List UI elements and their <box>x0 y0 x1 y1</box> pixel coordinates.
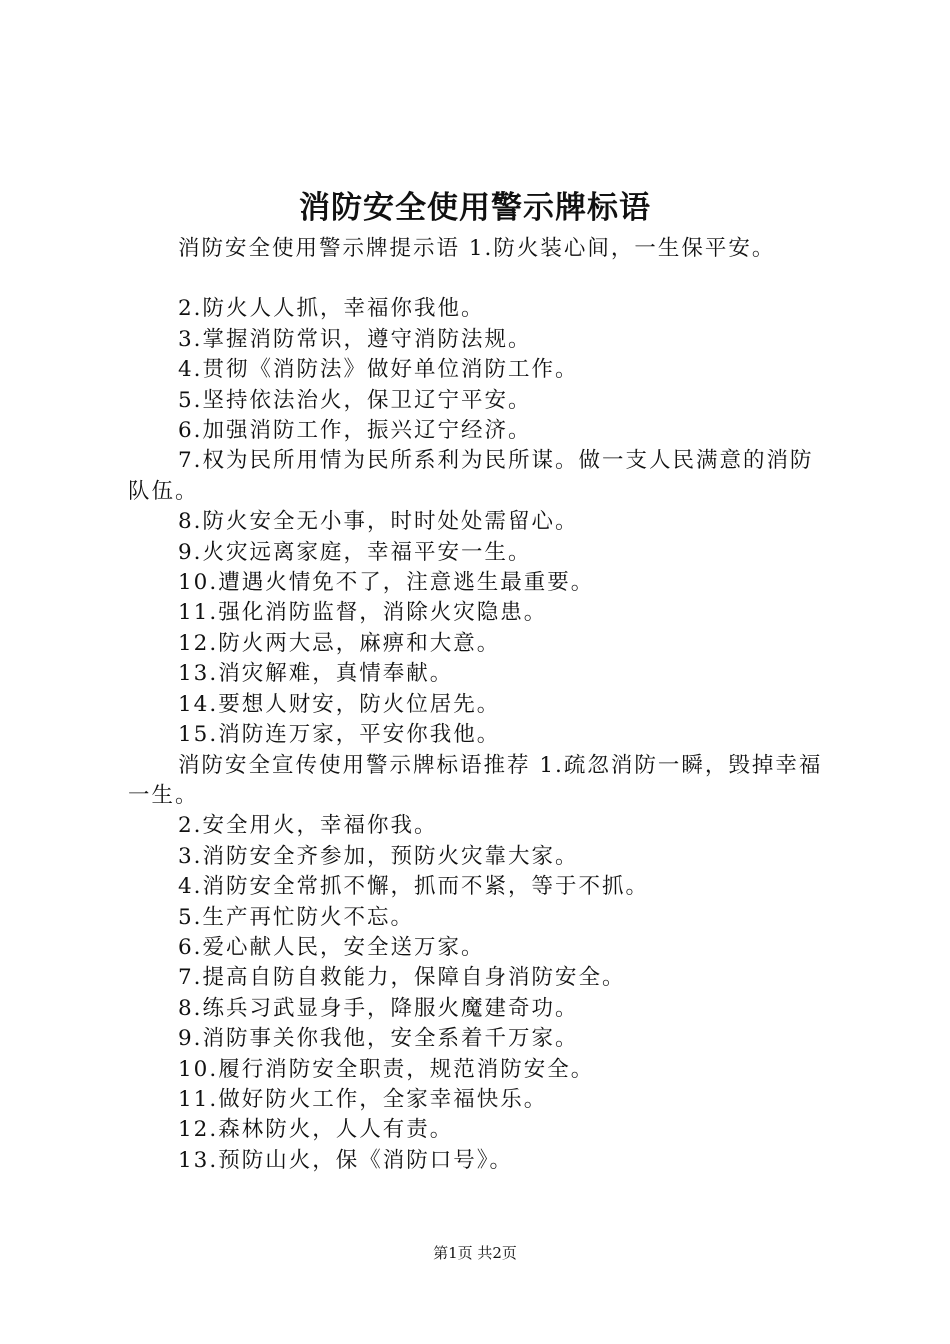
paragraph-gap <box>128 264 833 294</box>
paragraph-line: 4.贯彻《消防法》做好单位消防工作。 <box>178 357 579 383</box>
paragraph-line: 15.消防连万家，平安你我他。 <box>178 722 501 748</box>
paragraph-line: 5.生产再忙防火不忘。 <box>178 904 415 930</box>
paragraph-line: 10.遭遇火情免不了，注意逃生最重要。 <box>178 570 595 596</box>
paragraph-line: 6.爱心献人民，安全送万家。 <box>178 934 485 960</box>
paragraph-line: 5.坚持依法治火，保卫辽宁平安。 <box>178 387 532 413</box>
paragraph-line: 3.消防安全齐参加，预防火灾靠大家。 <box>178 843 579 869</box>
paragraph-line: 9.消防事关你我他，安全系着千万家。 <box>178 1026 579 1052</box>
document-title: 消防安全使用警示牌标语 <box>299 190 651 226</box>
paragraph-line: 8.防火安全无小事，时时处处需留心。 <box>178 509 579 535</box>
paragraph-line: 7.提高自防自救能力，保障自身消防安全。 <box>178 965 626 991</box>
paragraph-line: 12.森林防火，人人有责。 <box>178 1117 454 1143</box>
paragraph-line: 6.加强消防工作，振兴辽宁经济。 <box>178 418 532 444</box>
paragraph-line: 消防安全宣传使用警示牌标语推荐 1.疏忽消防一瞬，毁掉幸福一生。 <box>128 752 823 808</box>
paragraph-line: 9.火灾远离家庭，幸福平安一生。 <box>178 539 532 565</box>
paragraph-line: 3.掌握消防常识，遵守消防法规。 <box>178 326 532 352</box>
paragraph-line: 11.做好防火工作，全家幸福快乐。 <box>178 1086 548 1112</box>
paragraph-line: 10.履行消防安全职责，规范消防安全。 <box>178 1056 595 1082</box>
paragraph-line: 8.练兵习武显身手，降服火魔建奇功。 <box>178 995 579 1021</box>
paragraph-line: 2.防火人人抓，幸福你我他。 <box>178 296 485 322</box>
paragraph-line: 12.防火两大忌，麻痹和大意。 <box>178 630 501 656</box>
paragraph-line: 消防安全使用警示牌提示语 1.防火装心间，一生保平安。 <box>178 236 776 261</box>
page-footer: 第1页 共2页 <box>433 1244 517 1262</box>
document-body <box>128 234 833 1176</box>
paragraph-line: 14.要想人财安，防火位居先。 <box>178 691 501 717</box>
paragraph-line: 2.安全用火，幸福你我。 <box>178 813 438 839</box>
paragraph-line: 4.消防安全常抓不懈，抓而不紧，等于不抓。 <box>178 874 650 900</box>
paragraph-line: 11.强化消防监督，消除火灾隐患。 <box>178 600 548 626</box>
paragraph-line: 13.消灾解难，真情奉献。 <box>178 661 454 687</box>
paragraph-line: 13.预防山火，保《消防口号》。 <box>178 1147 513 1173</box>
paragraph-line: 7.权为民所用情为民所系利为民所谋。做一支人民满意的消防队伍。 <box>128 448 814 504</box>
